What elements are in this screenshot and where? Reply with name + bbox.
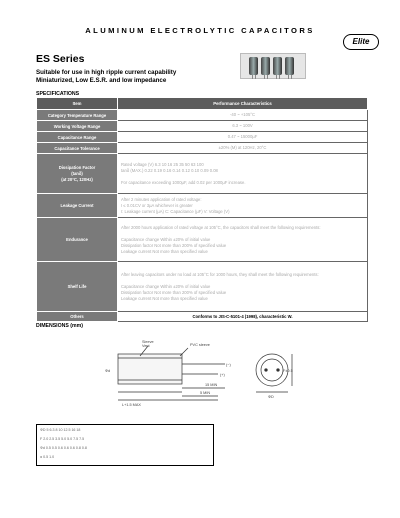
label-pvc: PVC sleeve (190, 343, 210, 347)
specifications-table (36, 97, 368, 322)
spec-item: Capacitance Range (37, 132, 118, 143)
table-row: Φd 0.5 0.5 0.6 0.6 0.6 0.8 0.8 (40, 446, 87, 450)
spec-item: Leakage Current (37, 194, 118, 218)
spec-item: Dissipation Factor (tanδ) (at 20°C, 120Hz) (37, 154, 118, 194)
label-min15: 15 MIN (205, 383, 218, 387)
dimension-drawing (100, 336, 300, 414)
spec-item: Category Temperature Range (37, 110, 118, 121)
label-phid-small: Φd (105, 369, 111, 373)
dimensions-heading: DIMENSIONS (mm) (36, 323, 83, 329)
series-description (36, 69, 176, 85)
series-name: ES Series (36, 53, 85, 65)
table-row: α 0.5 1.0 (40, 455, 55, 459)
spec-value: 0.47 ~ 15000µF (118, 132, 368, 143)
label-minus: (−) (226, 363, 231, 367)
spec-item: Others (37, 312, 118, 322)
brand-logo: Elite (343, 34, 379, 50)
spec-value: Rated voltage (V) 6.3 10 16 25 35 50 63 100 tanδ (MAX.) 0.22 0.19 0.16 0.14 0.12 0.10 0.09 0.08 For capacitance exceeding 1000µF, add 0.02 per 1000µF increase. (118, 154, 368, 194)
spec-value: Conforms to JIS-C-5101-4 (1998), characteristic W. (118, 312, 368, 322)
spec-value: After 2000 hours application of rated voltage at 105°C, the capacitors shall meet the following requirements: Capacitance change Within ±20% of initial value Dissipation factor Not more than 200% of specified value Leakage current Not more than specified value (118, 218, 368, 262)
label-f: F±0.5 (283, 369, 293, 373)
spec-value: After leaving capacitors under no load at 105°C for 1000 hours, they shall meet the following requirements: Capacitance change Within ±20% of initial value Dissipation factor Not more than 200% of specified value Leakage current Not more than specified value (118, 262, 368, 312)
label-min5: 5 MIN (200, 391, 211, 395)
label-sleeve: Sleeve (142, 340, 154, 344)
specifications-heading: SPECIFICATIONS (36, 91, 80, 97)
description-line: Suitable for use in high ripple current capability (36, 69, 177, 76)
spec-item: Shelf Life (37, 262, 118, 312)
label-plus: (+) (220, 373, 225, 377)
spec-value: ±20% (M) at 120Hz, 20°C (118, 143, 368, 154)
column-header-item: Item (37, 98, 118, 110)
spec-value: -40 ~ +105°C (118, 110, 368, 121)
spec-item: Capacitance Tolerance (37, 143, 118, 154)
dimension-table (36, 424, 214, 466)
spec-item: Endurance (37, 218, 118, 262)
product-photo (240, 53, 306, 79)
table-row: F 2.0 2.5 3.5 5.0 5.0 7.5 7.5 (40, 437, 85, 441)
description-line: Miniaturized, Low E.S.R. and low impedance (36, 77, 167, 84)
label-l: L+1.5 MAX (122, 403, 141, 407)
document-title: ALUMINUM ELECTROLYTIC CAPACITORS (85, 26, 315, 35)
column-header-performance: Performance Characteristics (118, 98, 368, 110)
spec-value: After 2 minutes application of rated voltage: I ≤ 0.01CV or 3µA whichever is greater I: Leakage current (µA) C: Capacitance (µF) V: Voltage (V) (118, 194, 368, 218)
spec-value: 6.3 ~ 100V (118, 121, 368, 132)
spec-item: Working Voltage Range (37, 121, 118, 132)
table-row: ΦD 5 6.3 8 10 12.5 16 18 (40, 428, 81, 432)
label-vent: Vent (142, 344, 150, 348)
label-phid: ΦD (268, 395, 274, 399)
